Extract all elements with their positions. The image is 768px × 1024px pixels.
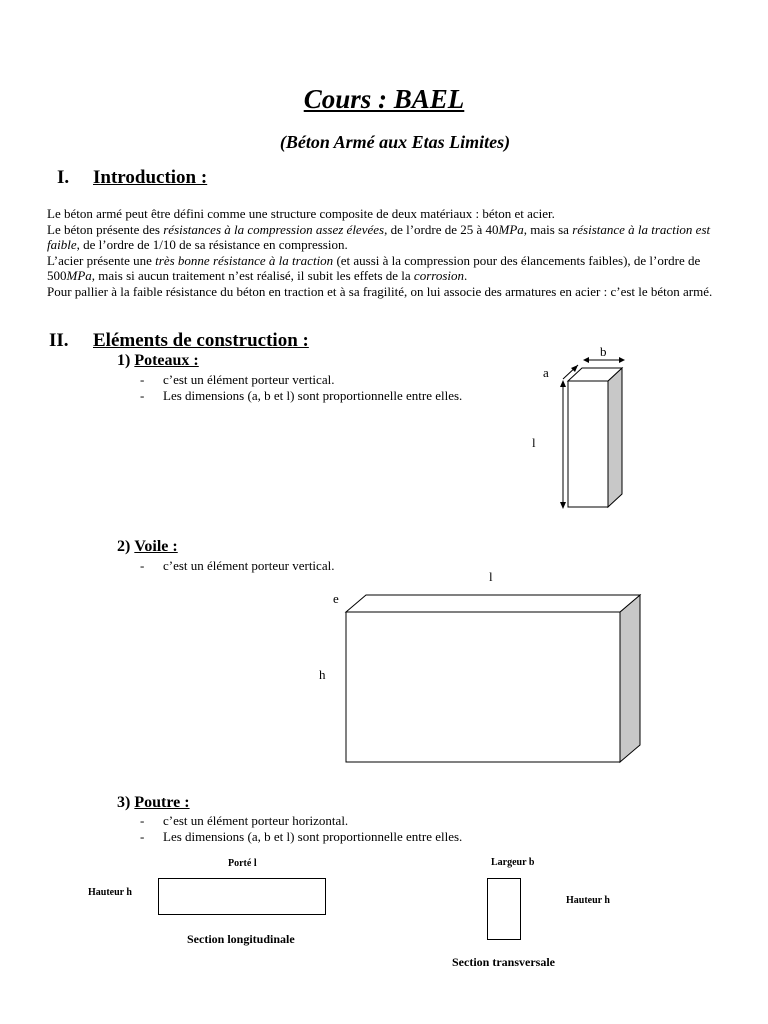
poteaux-number: 1)	[117, 352, 131, 369]
section-transversale-caption: Section transversale	[452, 955, 555, 969]
arrow-left-icon	[583, 357, 589, 363]
voile-front-face	[346, 612, 620, 762]
voile-top-face	[346, 595, 640, 612]
poteaux-bullet-2-text: Les dimensions (a, b et l) sont proportionnelle entre elles.	[163, 388, 463, 403]
poteau-label-a: a	[543, 365, 549, 380]
intro-p3-text-b: (et aussi à la compression pour des élancements faibles), de l’ordre de 500	[47, 252, 701, 284]
arrow-right-icon	[619, 357, 625, 363]
section-2-title: Eléments de construction :	[93, 330, 309, 351]
poutre-label-hauteur-left: Hauteur h	[88, 887, 132, 898]
voile-number: 2)	[117, 538, 131, 555]
poutre-label-largeur: Largeur b	[491, 857, 535, 868]
section-longitudinale-caption: Section longitudinale	[187, 932, 295, 946]
poutre-label-porte: Porté l	[228, 858, 257, 869]
arrow-down-icon	[560, 502, 566, 509]
voile-diagram	[340, 590, 650, 770]
page-title: Cours : BAEL	[303, 84, 465, 114]
voile-label-h: h	[319, 667, 326, 682]
intro-p3-unit: MPa	[66, 268, 92, 284]
intro-p2-text-d: , de l’ordre de 1/10 de sa résistance en compression.	[76, 237, 348, 253]
bullet-dash: -	[140, 829, 145, 844]
section-1-number: I.	[57, 167, 70, 188]
poteaux-heading	[117, 352, 199, 370]
introduction-text	[47, 206, 727, 300]
intro-paragraph-3	[47, 253, 727, 284]
voile-heading	[117, 538, 178, 556]
poteaux-title: Poteaux :	[134, 352, 199, 369]
section-longitudinale-rect	[158, 878, 326, 915]
poteau-side-face	[608, 368, 622, 507]
intro-p3-italic-2: corrosion	[413, 268, 464, 284]
bullet-dash: -	[140, 388, 145, 403]
section-transversale-rect	[487, 878, 521, 940]
poteau-front-face	[568, 381, 608, 507]
intro-paragraph-1: Le béton armé peut être défini comme une structure composite de deux matériaux : béton et acier.	[47, 206, 555, 221]
poutre-bullet-1-text: c’est un élément porteur horizontal.	[163, 813, 349, 828]
poutre-bullet-2-text: Les dimensions (a, b et l) sont proportionnelle entre elles.	[163, 829, 463, 844]
intro-paragraph-2	[47, 222, 727, 253]
poutre-heading	[117, 794, 190, 812]
arrow-up-icon	[560, 380, 566, 387]
voile-side-face	[620, 595, 640, 762]
poutre-number: 3)	[117, 794, 131, 811]
poteau-label-b: b	[600, 344, 607, 359]
intro-p2-italic-2: résistance à la traction est faible	[47, 221, 711, 253]
page-subtitle: (Béton Armé aux Etas Limites)	[279, 132, 511, 152]
poteaux-bullet-1-text: c’est un élément porteur vertical.	[163, 372, 335, 387]
intro-p2-text-c: , mais sa	[523, 221, 573, 237]
intro-paragraph-4: Pour pallier à la faible résistance du béton en traction et à sa fragilité, on lui associe des armatures en acier : c’est le béton armé.	[47, 283, 713, 299]
intro-p3-text-c: , mais si aucun traitement n’est réalisé, il subit les effets de la	[91, 268, 414, 284]
bullet-dash: -	[140, 813, 145, 828]
section-2-number: II.	[49, 330, 69, 351]
poutre-label-hauteur-right: Hauteur h	[566, 895, 610, 906]
voile-title: Voile :	[134, 538, 178, 555]
section-1-title: Introduction :	[93, 167, 208, 188]
intro-p2-unit: MPa	[498, 221, 524, 237]
voile-label-l: l	[489, 569, 493, 584]
voile-bullet-1-text: c’est un élément porteur vertical.	[163, 558, 335, 573]
voile-label-e: e	[333, 591, 339, 606]
intro-p3-text-a: L’acier présente une	[47, 252, 156, 268]
poutre-title: Poutre :	[134, 794, 190, 811]
intro-p3-text-d: .	[464, 268, 468, 284]
intro-p2-text-a: Le béton présente des	[47, 221, 164, 237]
intro-p2-italic-1: résistances à la compression assez élevées	[163, 221, 385, 237]
bullet-dash: -	[140, 372, 145, 387]
intro-p3-italic-1: très bonne résistance à la traction	[155, 252, 334, 268]
poteau-label-l: l	[532, 435, 536, 450]
intro-p2-text-b: , de l’ordre de 25 à 40	[384, 221, 499, 237]
bullet-dash: -	[140, 558, 145, 573]
